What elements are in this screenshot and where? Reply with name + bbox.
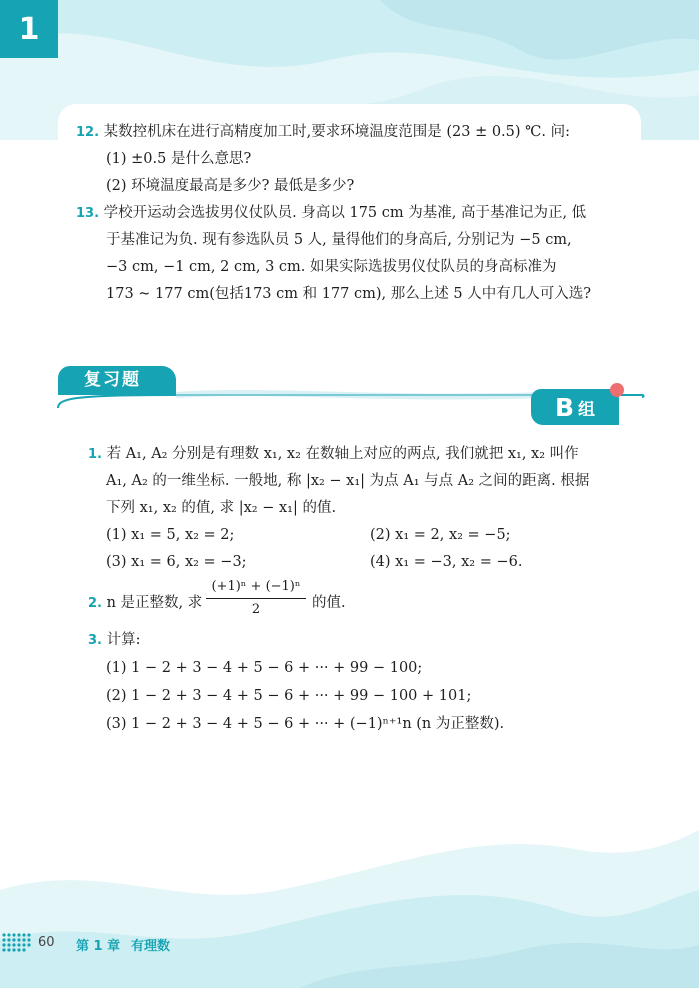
page-dots-icon xyxy=(0,930,36,956)
review-problem-3-line-1: (1) 1 − 2 + 3 − 4 + 5 − 6 + ··· + 99 − 100; xyxy=(106,660,423,676)
review-problem-1-line-3: 下列 x₁, x₂ 的值, 求 |x₂ − x₁| 的值. xyxy=(106,500,337,516)
problem-13-line-1: 13. 学校开运动会选拔男仪仗队员. 身高以 175 cm 为基准, 高于基准记为正, 低 xyxy=(76,205,587,221)
group-word: 组 xyxy=(578,399,596,420)
footer-chapter-label: 第 1 章 xyxy=(76,939,121,954)
group-letter: B xyxy=(554,392,575,422)
problem-number: 1. xyxy=(88,447,102,462)
review-problem-1-sub-1: (1) x₁ = 5, x₂ = 2; xyxy=(106,527,235,543)
problem-13-line-3: −3 cm, −1 cm, 2 cm, 3 cm. 如果实际选拔男仪仗队员的身高标准为 xyxy=(106,259,557,275)
footer-background xyxy=(0,820,699,988)
problem-number: 3. xyxy=(88,633,102,648)
review-problem-1-sub-4: (4) x₁ = −3, x₂ = −6. xyxy=(370,554,523,570)
fraction-expression xyxy=(206,578,306,619)
fraction-denominator: 2 xyxy=(251,602,261,617)
review-section-tab: 复习题 xyxy=(58,366,176,395)
problem-number: 12. xyxy=(76,125,100,140)
review-problem-2-tail: 的值. xyxy=(312,595,346,611)
review-problem-3-title: 3. 计算: xyxy=(88,632,141,648)
fraction-bar xyxy=(206,598,306,599)
review-problem-1-line-1: 1. 若 A₁, A₂ 分别是有理数 x₁, x₂ 在数轴上对应的两点, 我们就把 x₁, x₂ 叫作 xyxy=(88,446,579,462)
review-problem-1-sub-2: (2) x₁ = 2, x₂ = −5; xyxy=(370,527,511,543)
problem-13-line-4: 173 ~ 177 cm(包括173 cm 和 177 cm), 那么上述 5 人中有几人可入选? xyxy=(106,286,591,302)
problem-number: 2. xyxy=(88,596,102,611)
fraction-numerator: (+1)ⁿ + (−1)ⁿ xyxy=(211,579,301,594)
problem-12-line-1: 12. 某数控机床在进行高精度加工时,要求环境温度范围是 (23 ± 0.5) ℃. 问: xyxy=(76,124,570,140)
review-problem-1-line-2: A₁, A₂ 的一维坐标. 一般地, 称 |x₂ − x₁| 为点 A₁ 与点 A₂ 之间的距离. 根据 xyxy=(106,473,590,489)
problem-12-line-3: (2) 环境温度最高是多少? 最低是多少? xyxy=(106,178,355,194)
problem-12-line-2: (1) ±0.5 是什么意思? xyxy=(106,151,252,167)
badge-dot xyxy=(610,383,624,397)
group-b-badge xyxy=(531,389,619,425)
page-number: 60 xyxy=(38,935,55,950)
problem-number: 13. xyxy=(76,206,100,221)
review-problem-3-line-2: (2) 1 − 2 + 3 − 4 + 5 − 6 + ··· + 99 − 100 + 101; xyxy=(106,688,472,704)
review-problem-3-line-3: (3) 1 − 2 + 3 − 4 + 5 − 6 + ··· + (−1)ⁿ⁺¹n (n 为正整数). xyxy=(106,716,505,732)
review-problem-2-lead: 2. n 是正整数, 求 xyxy=(88,595,203,611)
chapter-number-tab: 1 xyxy=(0,0,58,58)
review-problem-1-sub-3: (3) x₁ = 6, x₂ = −3; xyxy=(106,554,247,570)
footer-chapter-name: 有理数 xyxy=(131,939,171,954)
problem-13-line-2: 于基准记为负. 现有参选队员 5 人, 量得他们的身高后, 分别记为 −5 cm, xyxy=(106,232,572,248)
